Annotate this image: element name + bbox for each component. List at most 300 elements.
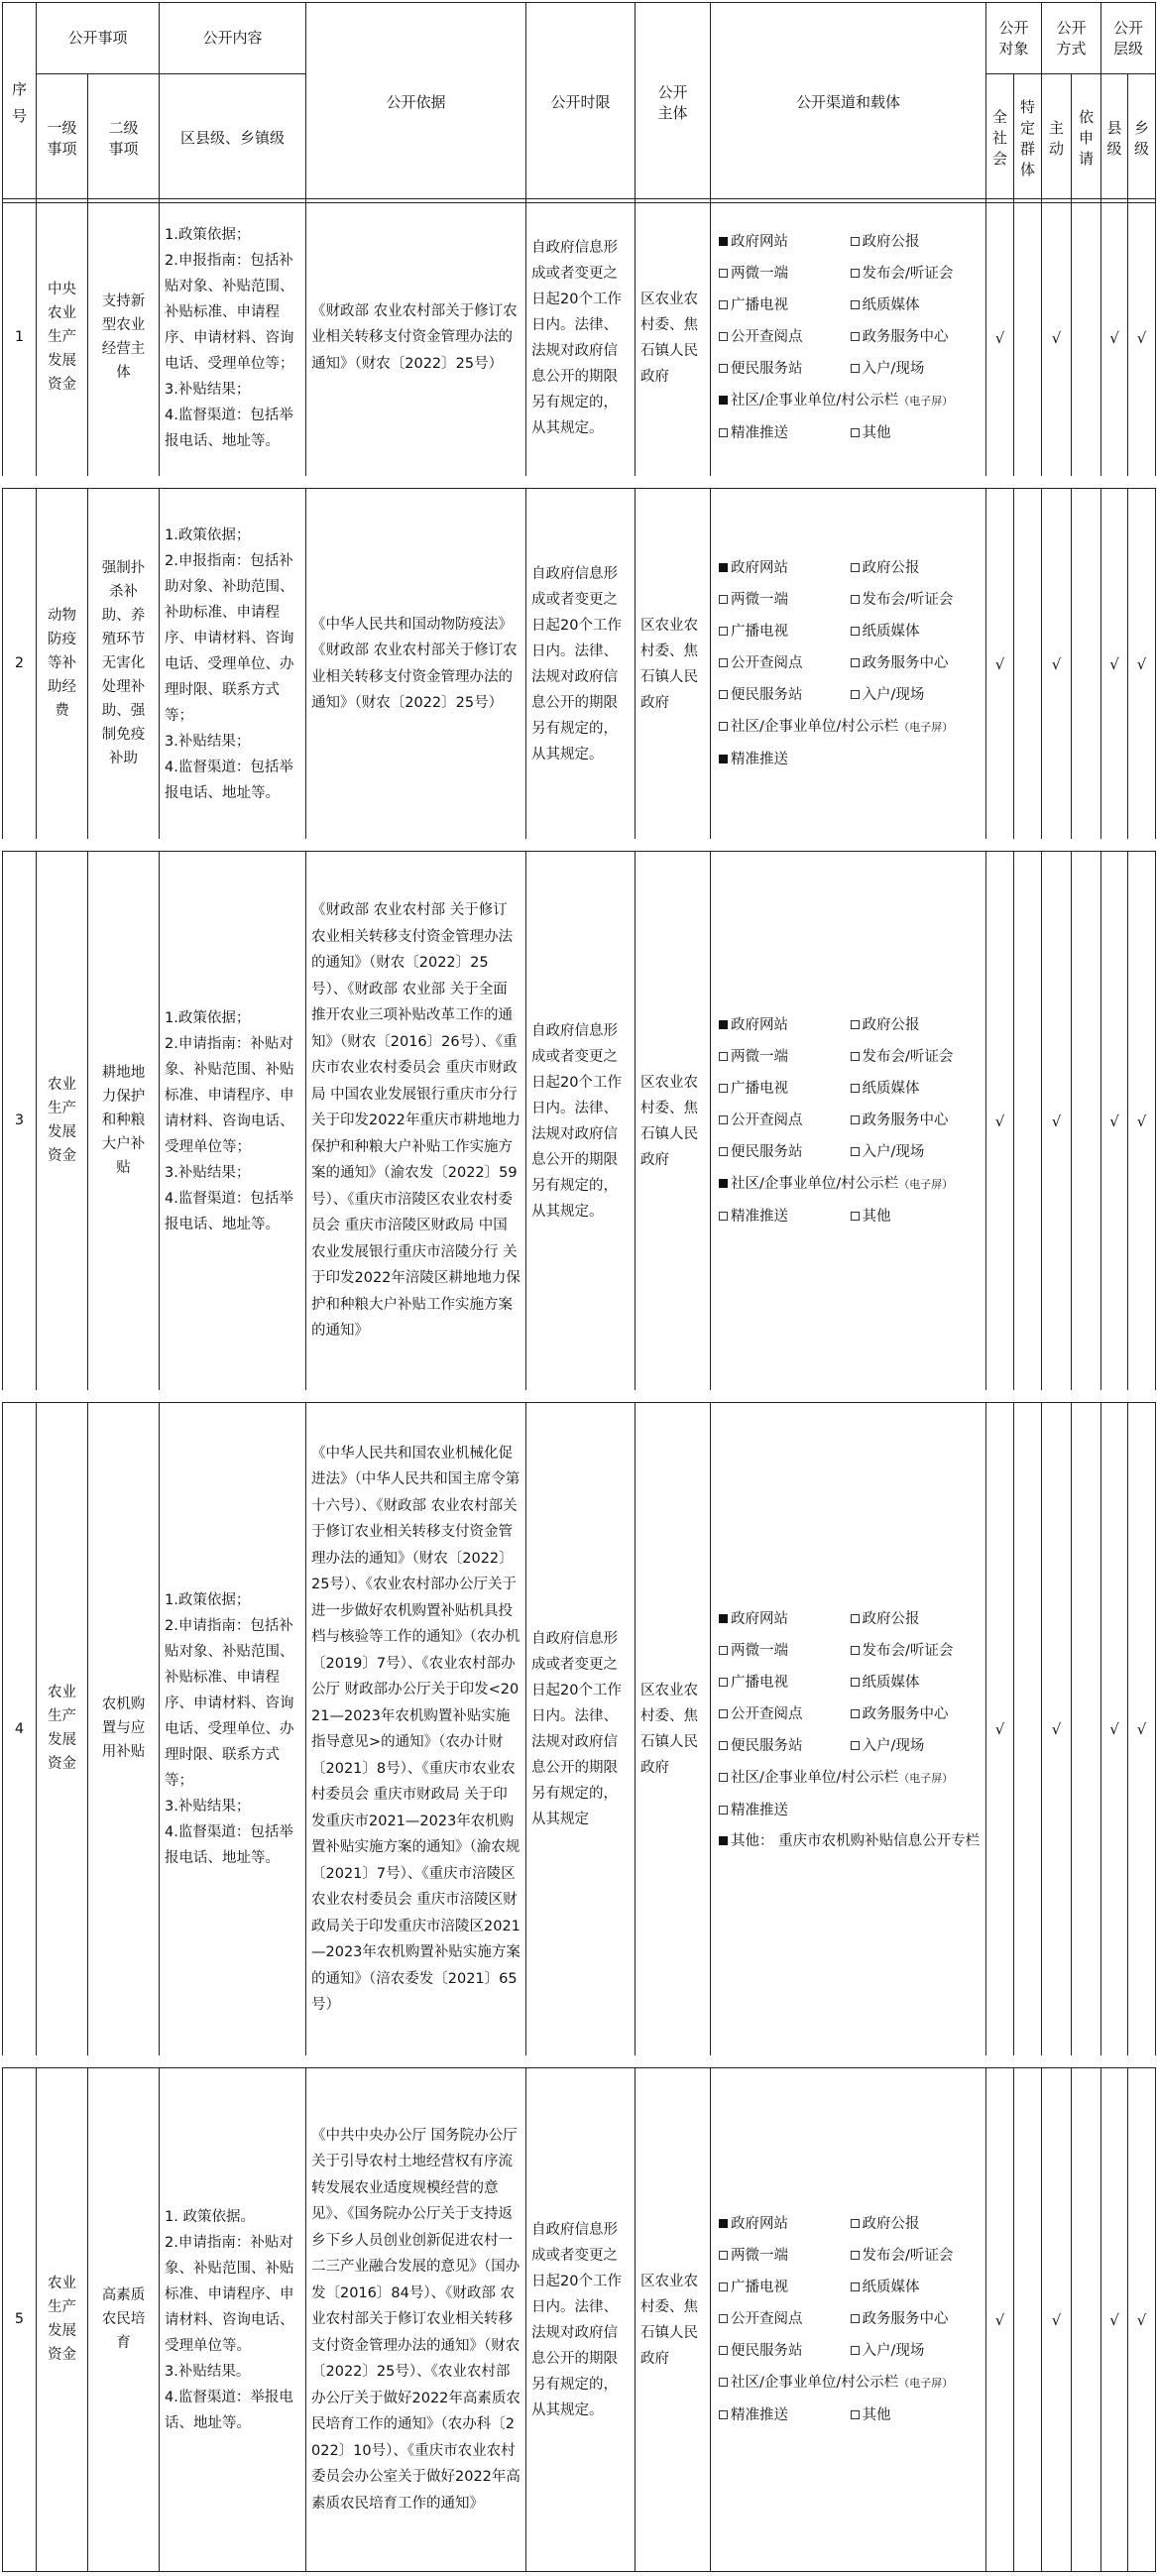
- row-subject: [636, 489, 711, 840]
- check-mode-request: [1072, 489, 1101, 840]
- check-level-town: √: [1128, 199, 1156, 477]
- row-channels: [711, 489, 986, 840]
- row-level2-text: 支持新型农业经营主体: [101, 293, 146, 381]
- data-row-table: [2, 198, 1156, 477]
- channel-item: [851, 584, 983, 616]
- channel-label: 便民服务站: [731, 361, 803, 377]
- row-seq: 1: [3, 199, 37, 477]
- channel-label: 政务服务中心: [862, 655, 949, 671]
- channel-label: 政务服务中心: [862, 2311, 949, 2327]
- row-subject: [636, 852, 711, 1391]
- row-subject-text: 区农业农村委、焦石镇人民政府: [640, 1683, 698, 1776]
- channel-item: [719, 1136, 851, 1168]
- unchecked-box-icon: [719, 722, 728, 731]
- channel-item: [719, 385, 982, 417]
- channel-item: [719, 679, 851, 711]
- channel-item: [851, 2400, 983, 2431]
- channel-label: 两微一端: [731, 592, 788, 608]
- check-level-county: √: [1101, 489, 1128, 840]
- header-matter: 公开事项: [37, 3, 160, 74]
- row-content-text: 1.政策依据； 2.申请指南：包括补贴对象、补贴范围、补贴标准、申请程序、申请材料、咨询电话、受理单位、办理时限、联系方式等； 3.补贴结果； 4.监督渠道：包括举报电话、地址等。: [165, 1592, 294, 1866]
- channel-item: [719, 1698, 851, 1730]
- row-subject-text: 区农业农村委、焦石镇人民政府: [640, 1074, 698, 1168]
- check-level-county: √: [1101, 2068, 1128, 2572]
- row-subject-text: 区农业农村委、焦石镇人民政府: [640, 617, 698, 711]
- channel-item: [851, 1136, 983, 1168]
- channel-item: [851, 1667, 983, 1698]
- row-level1-text: 农业生产发展资金: [48, 1685, 76, 1772]
- channel-label: 公开查阅点: [731, 655, 803, 671]
- unchecked-box-icon: [851, 1709, 860, 1718]
- channel-label: 纸质媒体: [862, 624, 920, 640]
- page-break: [0, 2055, 1157, 2067]
- channel-item: [851, 647, 983, 679]
- channel-label: 社区/企事业单位/村公示栏: [731, 1176, 899, 1192]
- unchecked-box-icon: [851, 690, 860, 699]
- channel-label: 精准推送: [731, 1209, 788, 1225]
- channel-item: [719, 2303, 851, 2335]
- channel-item: [719, 616, 851, 647]
- row-content: [160, 852, 306, 1391]
- channel-label: 发布会/听证会: [862, 1049, 954, 1065]
- channel-item: [851, 353, 983, 385]
- data-row-table: [2, 851, 1156, 1391]
- channel-label: 社区/企事业单位/村公示栏: [731, 2375, 899, 2391]
- header-level2-label: 二级事项: [108, 118, 139, 158]
- row-level2-text: 强制扑杀补助、养殖环节无害化处理补助、强制免疫补助: [101, 559, 146, 766]
- channel-list: [711, 2208, 985, 2431]
- unchecked-box-icon: [719, 332, 728, 341]
- unchecked-box-icon: [851, 2283, 860, 2291]
- check-target-all: √: [986, 199, 1014, 477]
- channel-label: 公开查阅点: [731, 1705, 803, 1722]
- unchecked-box-icon: [719, 1646, 728, 1655]
- row-basis: [306, 199, 526, 477]
- header-level-label: 公开层级: [1113, 18, 1144, 58]
- unchecked-box-icon: [719, 595, 728, 604]
- row-basis: [306, 2068, 526, 2572]
- channel-item: [719, 1603, 851, 1635]
- row-channels: [711, 1403, 986, 2056]
- channel-item: [719, 2367, 982, 2400]
- header-basis: 公开依据: [306, 3, 526, 203]
- channel-item: [851, 1041, 983, 1073]
- checked-box-icon: [719, 755, 728, 763]
- channel-item: [851, 2303, 983, 2335]
- row-seq: 2: [3, 489, 37, 840]
- row-level2: [88, 852, 160, 1391]
- unchecked-box-icon: [719, 2251, 728, 2260]
- channel-label: 入户/现场: [862, 361, 925, 377]
- check-level-county: √: [1101, 1403, 1128, 2056]
- row-basis-text: 《财政部 农业农村部关于修订农业相关转移支付资金管理办法的通知》（财农〔2022〕25号）: [311, 302, 518, 372]
- channel-label: 精准推送: [731, 752, 788, 767]
- row-level1: [37, 852, 88, 1391]
- channel-label: 发布会/听证会: [862, 592, 954, 608]
- channel-item: [719, 2335, 851, 2367]
- channel-item: [851, 417, 983, 449]
- channel-item: [851, 226, 983, 258]
- header-seq-label: 序号: [11, 79, 27, 125]
- row-content-text: 1.政策依据； 2.申报指南：包括补贴对象、补贴范围、补贴标准、申请程序、申请材料、咨询电话、受理单位等； 3.补贴结果； 4.监督渠道：包括举报电话、地址等。: [165, 226, 294, 449]
- channel-item: [719, 647, 851, 679]
- unchecked-box-icon: [719, 1052, 728, 1061]
- unchecked-box-icon: [851, 300, 860, 309]
- header-level1: [37, 74, 88, 203]
- channel-list: [711, 1603, 985, 1856]
- check-level-county: √: [1101, 852, 1128, 1391]
- channel-label: 社区/企事业单位/村公示栏: [731, 393, 899, 409]
- unchecked-box-icon: [851, 1212, 860, 1221]
- row-subject-text: 区农业农村委、焦石镇人民政府: [640, 291, 698, 385]
- channel-note: （电子屏）: [898, 1178, 954, 1191]
- row-time: [526, 199, 636, 477]
- table-row: [3, 1403, 1156, 2056]
- channel-item: [719, 321, 851, 353]
- unchecked-box-icon: [851, 332, 860, 341]
- unchecked-box-icon: [851, 1020, 860, 1029]
- row-seq: 3: [3, 852, 37, 1391]
- row-level1-text: 农业生产发展资金: [48, 1076, 76, 1164]
- channel-label: 公开查阅点: [731, 329, 803, 345]
- row-level1: [37, 2068, 88, 2572]
- channel-item: [851, 1105, 983, 1136]
- channel-item: [851, 2272, 983, 2303]
- unchecked-box-icon: [719, 1678, 728, 1687]
- check-mode-active: √: [1042, 199, 1072, 477]
- header-level-county-label: 县级: [1106, 118, 1122, 158]
- check-level-town: √: [1128, 852, 1156, 1391]
- unchecked-box-icon: [719, 1212, 728, 1221]
- channel-note: （电子屏）: [898, 2377, 954, 2390]
- header-subject-label: 公开主体: [657, 82, 688, 122]
- header-subject: [636, 3, 711, 203]
- row-level1-text: 动物防疫等补助经费: [48, 607, 76, 719]
- page-break: [0, 839, 1157, 851]
- unchecked-box-icon: [719, 364, 728, 373]
- header-target: [986, 3, 1042, 74]
- row-level2-text: 耕地地力保护和种粮大户补贴: [101, 1064, 146, 1176]
- channel-label: 政府网站: [731, 560, 788, 576]
- unchecked-box-icon: [851, 2346, 860, 2355]
- channel-label: 政府公报: [862, 560, 920, 576]
- header-target-all-label: 全社会: [992, 108, 1008, 168]
- header-level1-label: 一级事项: [47, 118, 77, 158]
- unchecked-box-icon: [851, 2219, 860, 2228]
- row-channels: [711, 199, 986, 477]
- header-target-group-label: 特定群体: [1020, 97, 1036, 178]
- channel-item: [851, 552, 983, 584]
- unchecked-box-icon: [851, 269, 860, 278]
- check-mode-request: [1072, 852, 1101, 1391]
- channel-item: [851, 321, 983, 353]
- check-target-all: √: [986, 852, 1014, 1391]
- unchecked-box-icon: [719, 690, 728, 699]
- channel-item: [851, 616, 983, 647]
- row-level1-text: 中央农业生产发展资金: [48, 281, 76, 393]
- row-time-text: 自政府信息形成或者变更之日起20个工作日内。法律、法规对政府信息公开的期限另有规定的，从其规定。: [531, 1022, 622, 1220]
- header-table: [2, 2, 1156, 203]
- channel-label: 政府网站: [731, 1610, 788, 1627]
- channel-item: [851, 2208, 983, 2240]
- row-subject-text: 区农业农村委、焦石镇人民政府: [640, 2273, 698, 2367]
- channel-note: （电子屏）: [898, 1771, 954, 1785]
- unchecked-box-icon: [719, 1709, 728, 1718]
- table-row: [3, 489, 1156, 840]
- row-time-text: 自政府信息形成或者变更之日起20个工作日内。法律、法规对政府信息公开的期限另有规定的，从其规定。: [531, 239, 622, 436]
- check-target-all: √: [986, 2068, 1014, 2572]
- unchecked-box-icon: [719, 428, 728, 437]
- unchecked-box-icon: [851, 428, 860, 437]
- channel-item: [719, 1667, 851, 1698]
- unchecked-box-icon: [719, 1147, 728, 1156]
- unchecked-box-icon: [851, 563, 860, 572]
- channel-note: （电子屏）: [898, 721, 954, 734]
- checked-box-icon: [719, 563, 728, 572]
- channel-item: [851, 258, 983, 290]
- data-row-table: [2, 1402, 1156, 2056]
- channel-label: 纸质媒体: [862, 297, 920, 313]
- header-time: 公开时限: [526, 3, 636, 203]
- channel-label: 便民服务站: [731, 2343, 803, 2359]
- header-level-town-label: 乡级: [1134, 118, 1150, 158]
- row-seq: 4: [3, 1403, 37, 2056]
- table-row: [3, 199, 1156, 477]
- channel-label: 精准推送: [731, 2407, 788, 2423]
- row-content: [160, 1403, 306, 2056]
- unchecked-box-icon: [719, 2378, 728, 2387]
- channel-label: 广播电视: [731, 1081, 788, 1097]
- channel-item: [851, 2240, 983, 2272]
- channel-label: 政府网站: [731, 1017, 788, 1033]
- header-seq: [3, 3, 37, 203]
- channel-label: 政府公报: [862, 1610, 920, 1627]
- unchecked-box-icon: [851, 1646, 860, 1655]
- channel-label: 社区/企事业单位/村公示栏: [731, 719, 899, 735]
- channel-label: 公开查阅点: [731, 2311, 803, 2327]
- row-channels: [711, 2068, 986, 2572]
- unchecked-box-icon: [851, 1115, 860, 1124]
- channel-item: [719, 584, 851, 616]
- check-mode-request: [1072, 199, 1101, 477]
- row-content: [160, 2068, 306, 2572]
- channel-label: 入户/现场: [862, 2343, 925, 2359]
- channel-label: 其他: [862, 1209, 891, 1225]
- channel-item: [719, 744, 982, 775]
- channel-label: 政府网站: [731, 234, 788, 250]
- header-mode: [1042, 3, 1101, 74]
- channel-label: 公开查阅点: [731, 1112, 803, 1128]
- unchecked-box-icon: [719, 1084, 728, 1093]
- page-break: [0, 1390, 1157, 1402]
- channel-item: [719, 711, 982, 744]
- header-mode-active: [1042, 74, 1072, 203]
- channel-note: （电子屏）: [898, 395, 954, 408]
- channel-label: 政务服务中心: [862, 329, 949, 345]
- data-row-table: [2, 2067, 1156, 2572]
- channel-label: 其他： 重庆市农机购补贴信息公开专栏: [731, 1832, 981, 1849]
- check-target-all: √: [986, 1403, 1014, 2056]
- channel-label: 便民服务站: [731, 687, 803, 703]
- channel-label: 社区/企事业单位/村公示栏: [731, 1769, 899, 1786]
- channel-label: 广播电视: [731, 1674, 788, 1691]
- unchecked-box-icon: [851, 2251, 860, 2260]
- check-mode-active: √: [1042, 2068, 1072, 2572]
- check-target-all: √: [986, 489, 1014, 840]
- unchecked-box-icon: [719, 1115, 728, 1124]
- channel-item: [719, 1168, 982, 1201]
- header-level-town: [1128, 74, 1156, 203]
- header-target-label: 公开对象: [998, 18, 1029, 58]
- channel-item: [719, 2400, 851, 2431]
- channel-label: 入户/现场: [862, 1144, 925, 1160]
- check-target-group: [1014, 489, 1042, 840]
- row-time: [526, 2068, 636, 2572]
- row-time-text: 自政府信息形成或者变更之日起20个工作日内。法律、法规对政府信息公开的期限另有规定的，从其规定: [531, 1631, 622, 1827]
- check-level-town: √: [1128, 489, 1156, 840]
- channel-label: 其他: [862, 2407, 891, 2423]
- channel-label: 纸质媒体: [862, 1081, 920, 1097]
- unchecked-box-icon: [851, 595, 860, 604]
- channel-list: [711, 226, 985, 449]
- channel-label: 政务服务中心: [862, 1705, 949, 1722]
- channel-label: 其他: [862, 425, 891, 441]
- channel-item: [851, 1073, 983, 1105]
- row-level2: [88, 2068, 160, 2572]
- channel-label: 广播电视: [731, 297, 788, 313]
- channel-label: 便民服务站: [731, 1144, 803, 1160]
- row-basis-text: 《中华人民共和国动物防疫法》《财政部 农业农村部关于修订农业相关转移支付资金管理办法的通知》（财农〔2022〕25号）: [311, 616, 518, 711]
- channel-item: [719, 2208, 851, 2240]
- check-target-group: [1014, 852, 1042, 1391]
- unchecked-box-icon: [851, 1678, 860, 1687]
- checked-box-icon: [719, 396, 728, 405]
- channel-label: 广播电视: [731, 624, 788, 640]
- channel-item: [851, 2335, 983, 2367]
- channel-label: 政府公报: [862, 2216, 920, 2232]
- unchecked-box-icon: [719, 658, 728, 667]
- row-level2-text: 高素质农民培育: [101, 2286, 146, 2351]
- header-mode-request-label: 依申请: [1079, 108, 1095, 168]
- unchecked-box-icon: [851, 1741, 860, 1750]
- channel-item: [719, 258, 851, 290]
- row-time: [526, 489, 636, 840]
- channel-label: 两微一端: [731, 2248, 788, 2264]
- page-break: [0, 476, 1157, 488]
- unchecked-box-icon: [719, 1806, 728, 1815]
- check-mode-active: √: [1042, 489, 1072, 840]
- row-time-text: 自政府信息形成或者变更之日起20个工作日内。法律、法规对政府信息公开的期限另有规定的，从其规定。: [531, 2221, 622, 2418]
- channel-label: 广播电视: [731, 2280, 788, 2295]
- check-target-group: [1014, 1403, 1042, 2056]
- header-channels: 公开渠道和载体: [711, 3, 986, 203]
- channel-item: [851, 1635, 983, 1667]
- header-content-sub: 区县级、乡镇级: [160, 74, 306, 203]
- check-mode-request: [1072, 1403, 1101, 2056]
- row-level2-text: 农机购置与应用补贴: [101, 1697, 146, 1760]
- channel-item: [719, 1635, 851, 1667]
- channel-item: [719, 290, 851, 321]
- channel-list: [711, 1009, 985, 1232]
- checked-box-icon: [719, 237, 728, 246]
- data-row-table: [2, 488, 1156, 840]
- channel-label: 发布会/听证会: [862, 2248, 954, 2264]
- unchecked-box-icon: [851, 237, 860, 246]
- row-level2: [88, 1403, 160, 2056]
- checked-box-icon: [719, 1836, 728, 1845]
- channel-label: 发布会/听证会: [862, 1642, 954, 1659]
- channel-label: 纸质媒体: [862, 2280, 920, 2295]
- row-content-text: 1.政策依据； 2.申报指南：包括补助对象、补助范围、补助标准、申请程序、申请材料、咨询电话、受理单位、办理时限、联系方式等； 3.补贴结果； 4.监督渠道：包括举报电话、地址等。: [165, 527, 294, 801]
- header-target-group: [1014, 74, 1042, 203]
- row-basis: [306, 489, 526, 840]
- row-channels: [711, 852, 986, 1391]
- unchecked-box-icon: [851, 1614, 860, 1623]
- check-target-group: [1014, 2068, 1042, 2572]
- check-level-town: √: [1128, 2068, 1156, 2572]
- row-level1: [37, 199, 88, 477]
- header-level: [1101, 3, 1156, 74]
- unchecked-box-icon: [719, 300, 728, 309]
- row-basis-text: 《中华人民共和国农业机械化促进法》（中华人民共和国主席令第十六号）、《财政部 农业农村部关于修订农业相关转移支付资金管理办法的通知》（财农〔2022〕25号）、《农业农村部办公厅关于进一步做好农机购置补贴机具投档与核验等工作的通知》（农办机〔2019〕7号）、《农业农村部办公厅 财政部办公厅关于印发<2021—2023年农机购置补贴实施指导意见>的通知》（农办计财〔2021〕8号）、《重庆市农业农村委员会 重庆市财政局 关于印发重庆市2021—2023年农机购置补贴实施方案的通知》（渝农规〔2021〕7号）、《重庆市涪陵区农业农村委员会 重庆市涪陵区财政局关于印发重庆市涪陵区2021—2023年农机购置补贴实施方案的通知》（涪农委发〔2021〕65号）: [311, 1445, 521, 2013]
- channel-label: 入户/现场: [862, 687, 925, 703]
- channel-label: 便民服务站: [731, 1737, 803, 1754]
- channel-item: [719, 353, 851, 385]
- channel-label: 入户/现场: [862, 1737, 925, 1754]
- checked-box-icon: [719, 1179, 728, 1188]
- check-level-county: √: [1101, 199, 1128, 477]
- channel-label: 精准推送: [731, 1802, 788, 1818]
- unchecked-box-icon: [719, 269, 728, 278]
- check-level-town: √: [1128, 1403, 1156, 2056]
- channel-item: [719, 1105, 851, 1136]
- channel-item: [719, 2240, 851, 2272]
- channel-item: [719, 1826, 982, 1856]
- unchecked-box-icon: [851, 364, 860, 373]
- header-content: 公开内容: [160, 3, 306, 74]
- table-row: [3, 2068, 1156, 2572]
- header-mode-label: 公开方式: [1056, 18, 1087, 58]
- unchecked-box-icon: [851, 627, 860, 636]
- row-level2: [88, 489, 160, 840]
- channel-item: [719, 552, 851, 584]
- row-basis-text: 《财政部 农业农村部 关于修订农业相关转移支付资金管理办法的通知》（财农〔2022〕25号）、《财政部 农业部 关于全面推开农业三项补贴改革工作的通知》（财农〔2016〕26号）、《重庆市农业农村委员会 重庆市财政局 中国农业发展银行重庆市分行 关于印发2022年重庆市耕地地力保护和种粮大户补贴工作实施方案的通知》（渝农发〔2022〕59号）、《重庆市涪陵区农业农村委员会 重庆市涪陵区财政局 中国农业发展银行重庆市涪陵分行 关于印发2022年涪陵区耕地地力保护和种粮大户补贴工作实施方案的通知》: [311, 902, 521, 1340]
- channel-label: 两微一端: [731, 1049, 788, 1065]
- table-row: [3, 852, 1156, 1391]
- row-content: [160, 489, 306, 840]
- header-level2: [88, 74, 160, 203]
- check-mode-request: [1072, 2068, 1101, 2572]
- row-time: [526, 1403, 636, 2056]
- unchecked-box-icon: [851, 658, 860, 667]
- row-seq: 5: [3, 2068, 37, 2572]
- unchecked-box-icon: [719, 1773, 728, 1782]
- checked-box-icon: [719, 2219, 728, 2228]
- row-level1: [37, 1403, 88, 2056]
- checked-box-icon: [719, 1020, 728, 1029]
- channel-list: [711, 552, 985, 775]
- row-content: [160, 199, 306, 477]
- row-subject: [636, 2068, 711, 2572]
- unchecked-box-icon: [851, 1084, 860, 1093]
- unchecked-box-icon: [719, 627, 728, 636]
- channel-item: [851, 290, 983, 321]
- channel-label: 政府网站: [731, 2216, 788, 2232]
- check-mode-active: √: [1042, 1403, 1072, 2056]
- unchecked-box-icon: [719, 2283, 728, 2291]
- channel-item: [719, 1201, 851, 1232]
- channel-item: [851, 1009, 983, 1041]
